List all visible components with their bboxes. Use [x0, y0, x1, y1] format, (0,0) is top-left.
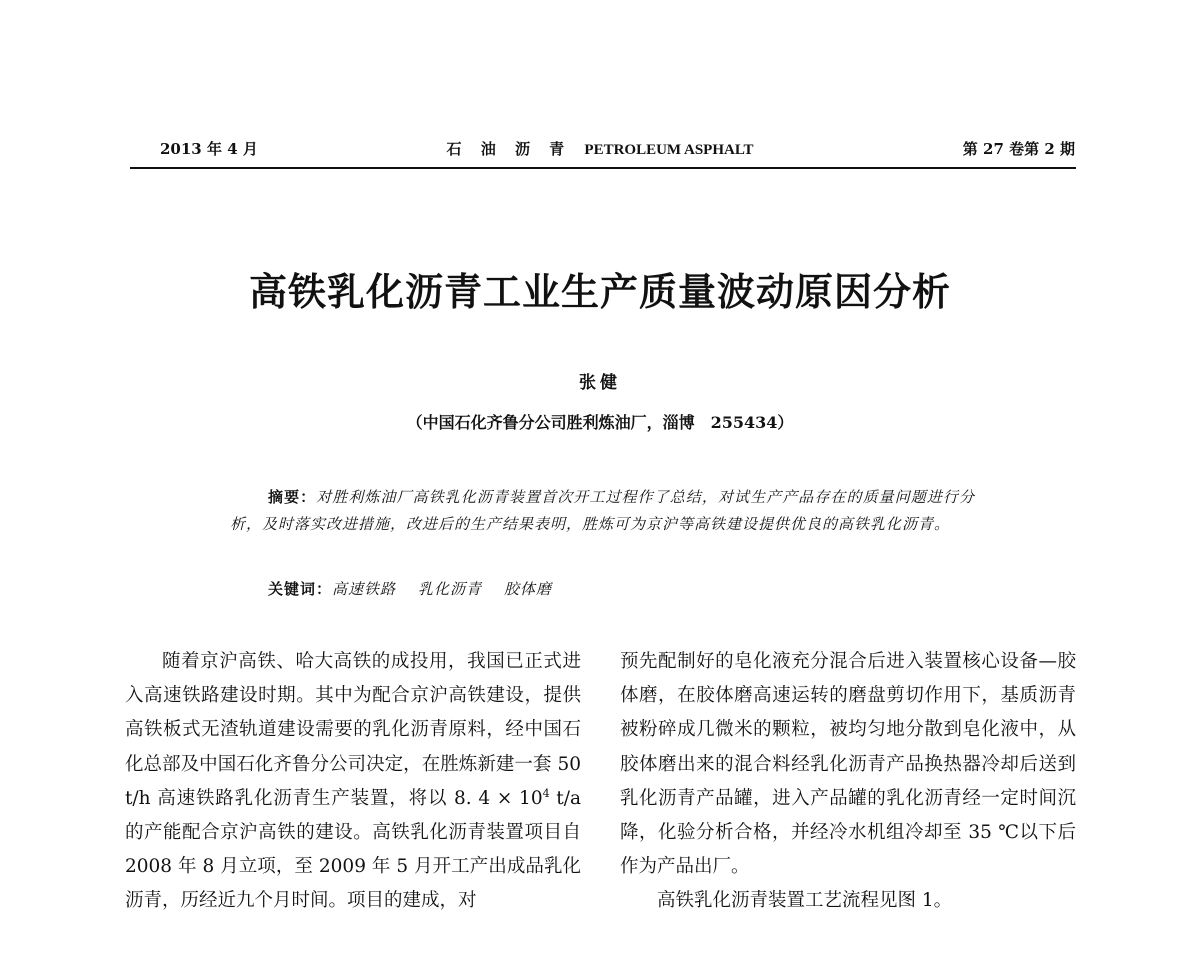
header-date: 2013 年 4 月: [160, 140, 258, 158]
body-text: t/a 的产能配合京沪高铁的建设。高铁乳化沥青装置项目自 2008 年 8 月立项，至 2009 年 5 月开工产出成品乳化沥青，历经近九个月时间。项目的建成，对: [125, 787, 582, 912]
body-column-right: [620, 645, 1076, 919]
body-column-left: [125, 645, 581, 919]
body-text: 随着京沪高铁、哈大高铁的成投用，我国已正式进入高速铁路建设时期。其中为配合京沪高铁建设，提供高铁板式无渣轨道建设需要的乳化沥青原料，经中国石化总部及中国石化齐鲁分公司决定，在胜炼新建一套 50 t/h 高速铁路乳化沥青生产装置，将以 8. 4 × 10: [125, 651, 581, 809]
journal-name-en: PETROLEUM ASPHALT: [584, 142, 754, 158]
keywords-label: 关键词：: [268, 580, 333, 598]
exponent: 4: [542, 786, 550, 800]
keyword: 高速铁路: [332, 580, 397, 598]
abstract-text: 对胜利炼油厂高铁乳化沥青装置首次开工过程作了总结，对试生产产品存在的质量问题进行分析，及时落实改进措施，改进后的生产结果表明，胜炼可为京沪等高铁建设提供优良的高铁乳化沥青。: [230, 488, 975, 533]
keyword: 胶体磨: [504, 580, 553, 598]
keywords: [268, 578, 574, 599]
body-paragraph: 预先配制好的皂化液充分混合后进入装置核心设备—胶体磨，在胶体磨高速运转的磨盘剪切作用下，基质沥青被粉碎成几微米的颗粒，被均匀地分散到皂化液中，从胶体磨出来的混合料经乳化沥青产品换热器冷却后送到乳化沥青产品罐，进入产品罐的乳化沥青经一定时间沉降，化验分析合格，并经冷水机组冷却至 35 ℃以下后作为产品出厂。: [620, 651, 1076, 878]
body-paragraph: [125, 645, 581, 919]
article-title: 高铁乳化沥青工业生产质量波动原因分析: [248, 270, 951, 314]
article-author: 张健: [579, 373, 621, 393]
abstract-label: 摘要：: [268, 488, 317, 506]
abstract: [230, 484, 975, 538]
keyword: 乳化沥青: [418, 580, 483, 598]
body-paragraph: 高铁乳化沥青装置工艺流程见图 1。: [657, 890, 953, 912]
header-rule: [130, 167, 1076, 169]
article-affiliation: （中国石化齐鲁分公司胜利炼油厂，淄博 255434）: [406, 413, 794, 432]
header-issue: 第 27 卷第 2 期: [962, 140, 1075, 158]
journal-name-cn: 石 油 沥 青: [446, 140, 572, 158]
